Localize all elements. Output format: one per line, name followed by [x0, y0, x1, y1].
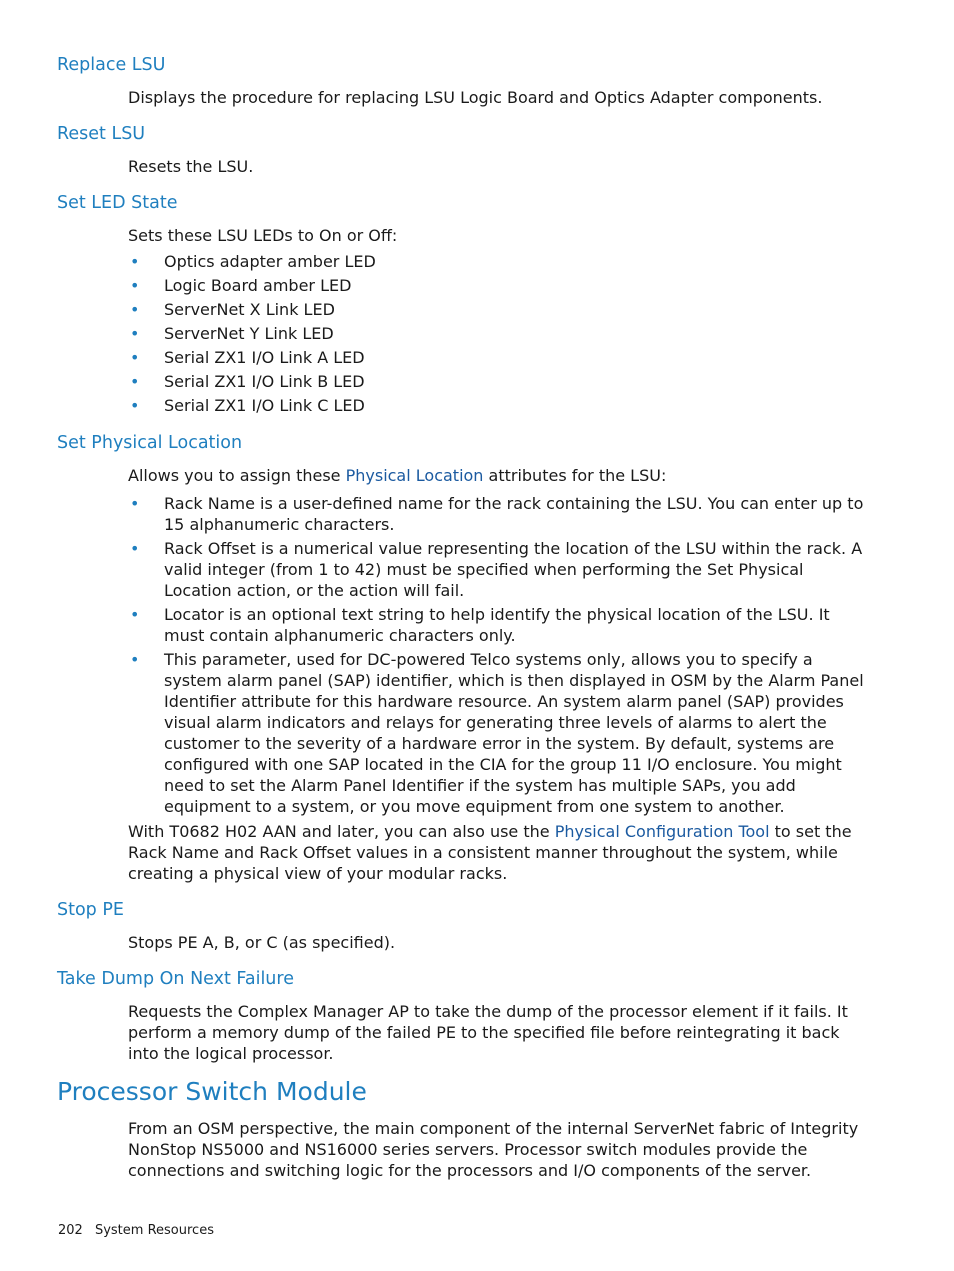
led-bullet-list [128, 251, 873, 416]
list-item: • Serial ZX1 I/O Link C LED [130, 396, 365, 415]
list-item: • Rack Offset is a numerical value representing the location of the LSU within the rack. A valid integer (from 1 to 42) must be specified when performing the Set Physical Location action, or the action will fail. [130, 539, 863, 600]
set-led-state-text: Sets these LSU LEDs to On or Off: [128, 226, 398, 245]
page-number: 202 [58, 1223, 83, 1238]
bullet-icon: • [130, 539, 140, 558]
bullet-icon: • [130, 396, 140, 415]
list-item: • Serial ZX1 I/O Link A LED [130, 348, 365, 367]
physical-location-bullet-list [128, 493, 873, 817]
heading-processor-switch-module: Processor Switch Module [57, 1077, 367, 1106]
list-item: • Serial ZX1 I/O Link B LED [130, 372, 365, 391]
bullet-icon: • [130, 348, 140, 367]
bullet-icon: • [130, 276, 140, 295]
page-footer [58, 1223, 222, 1238]
bullet-icon: • [130, 324, 140, 343]
replace-lsu-text: Displays the procedure for replacing LSU Logic Board and Optics Adapter components. [128, 88, 823, 107]
physical-location-link[interactable]: Physical Location [345, 466, 484, 485]
stop-pe-text: Stops PE A, B, or C (as specified). [128, 933, 396, 952]
list-item: • Locator is an optional text string to help identify the physical location of the LSU. It must contain alphanumeric characters only. [130, 605, 830, 645]
bullet-icon: • [130, 650, 140, 669]
heading-take-dump: Take Dump On Next Failure [57, 969, 294, 989]
list-item: • ServerNet X Link LED [130, 300, 335, 319]
physical-configuration-note: With T0682 H02 AAN and later, you can also use the Physical Configuration Tool to set the Rack Name and Rack Offset values in a consistent manner throughout the system, while creating a physical view of your modular racks. [128, 822, 852, 883]
list-item: • Optics adapter amber LED [130, 252, 376, 271]
heading-set-physical-location: Set Physical Location [57, 433, 243, 453]
bullet-icon: • [130, 605, 140, 624]
list-item: • Logic Board amber LED [130, 276, 352, 295]
heading-replace-lsu: Replace LSU [57, 55, 166, 75]
take-dump-text: Requests the Complex Manager AP to take the dump of the processor element if it fails. It perform a memory dump of the failed PE to the specified file before reintegrating it back into the logical processor. [128, 1002, 848, 1063]
list-item: • This parameter, used for DC-powered Telco systems only, allows you to specify a system alarm panel (SAP) identifier, which is then displayed in OSM by the Alarm Panel Identifier attribute for this hardware resource. An system alarm panel (SAP) provides visual alarm indicators and relays for generating three levels of alarms to alert the customer to the severity of a hardware error in the system. By default, systems are configured with one SAP located in the CIA for the group 11 I/O enclosure. You might need to set the Alarm Panel Identifier if the system has multiple SAPs, you add equipment to a system, or you move equipment from one system to another. [130, 650, 864, 816]
processor-switch-module-text: From an OSM perspective, the main component of the internal ServerNet fabric of Integrity NonStop NS5000 and NS16000 series servers. Processor switch modules provide the connections and switching logic for the processors and I/O components of the server. [128, 1119, 859, 1180]
set-physical-location-intro: Allows you to assign these Physical Location attributes for the LSU: [128, 466, 667, 485]
list-item: • ServerNet Y Link LED [130, 324, 334, 343]
bullet-icon: • [130, 494, 140, 513]
heading-stop-pe: Stop PE [57, 900, 124, 920]
heading-set-led-state: Set LED State [57, 193, 178, 213]
bullet-icon: • [130, 300, 140, 319]
bullet-icon: • [130, 252, 140, 271]
physical-configuration-tool-link[interactable]: Physical Configuration Tool [554, 822, 770, 841]
list-item: • Rack Name is a user-defined name for the rack containing the LSU. You can enter up to 15 alphanumeric characters. [130, 494, 864, 534]
bullet-icon: • [130, 372, 140, 391]
reset-lsu-text: Resets the LSU. [128, 157, 254, 176]
footer-section-title: System Resources [94, 1223, 214, 1238]
heading-reset-lsu: Reset LSU [57, 124, 146, 144]
